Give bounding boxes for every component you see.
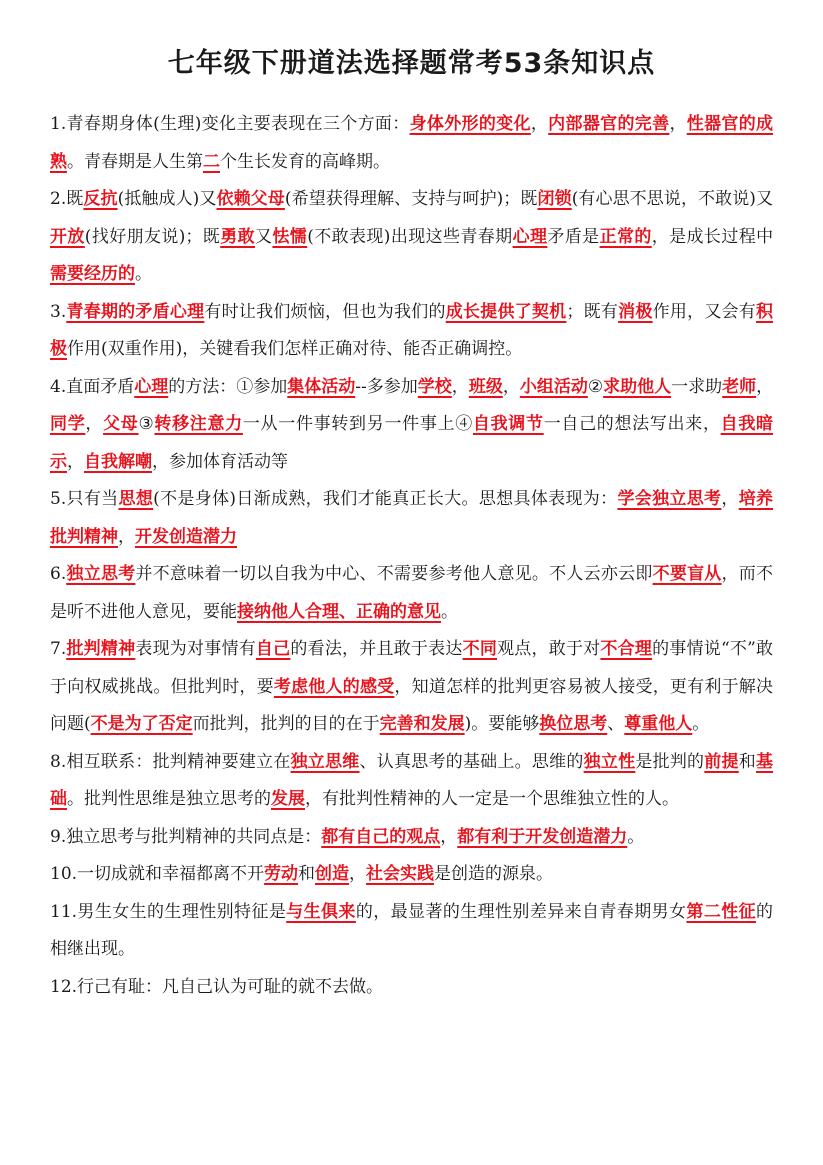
highlighted-keyword: 集体活动	[287, 376, 356, 397]
body-text: ，	[451, 376, 469, 397]
highlighted-keyword: 性器官的成熟	[50, 114, 774, 172]
highlighted-keyword: 发展	[271, 789, 305, 809]
body-text: --多参加	[355, 376, 418, 397]
highlighted-keyword: 积极	[50, 301, 774, 359]
body-text: ，	[502, 376, 520, 397]
highlighted-keyword: 反抗	[83, 189, 118, 209]
body-text: 。	[135, 264, 152, 284]
body-text: ，	[118, 526, 135, 547]
body-text: 8.相互联系：批判精神要建立在	[50, 751, 291, 772]
highlighted-keyword: 成长提供了契机	[445, 301, 567, 322]
highlighted-keyword: 依赖父母	[216, 189, 285, 209]
body-text: ，有批判性精神的人一定是一个思维独立性的人。	[305, 789, 679, 809]
highlighted-keyword: 都有利于开发创造潜力	[457, 826, 628, 847]
body-text: ，是成长过程中	[651, 226, 774, 247]
body-text: ，	[721, 489, 739, 509]
highlighted-keyword: 心理	[134, 376, 169, 397]
highlighted-keyword: 思想	[118, 489, 154, 509]
body-text: ；既有	[566, 301, 619, 322]
knowledge-point-5	[50, 481, 773, 556]
highlighted-keyword: 班级	[468, 376, 503, 397]
knowledge-point-2	[50, 181, 773, 294]
body-text: 1.青春期身体(生理)变化主要表现在三个方面：	[50, 114, 410, 134]
knowledge-point-12	[50, 969, 773, 1007]
knowledge-point-6	[50, 556, 773, 631]
highlighted-keyword: 独立思考	[66, 564, 136, 584]
highlighted-keyword: 接纳他人合理、正确的意见	[237, 601, 441, 622]
body-text: 。	[627, 826, 645, 847]
body-text: ，	[67, 451, 84, 472]
body-text: 6.	[50, 564, 67, 584]
body-text: 4.直面矛盾	[50, 376, 135, 397]
highlighted-keyword: 与生俱来	[286, 901, 356, 922]
highlighted-keyword: 开发创造潜力	[135, 526, 237, 547]
highlighted-keyword: 小组活动	[519, 376, 588, 397]
highlighted-keyword: 考虑他人的感受	[273, 676, 395, 697]
body-text: 的方法：①参加	[168, 376, 288, 397]
body-text: (不是身体)日渐成熟，我们才能真正长大。思想具体表现为：	[153, 489, 618, 509]
body-text: 、认真思考的基础上。思维的	[359, 751, 584, 772]
highlighted-keyword: 培养批判精神	[50, 489, 774, 547]
highlighted-keyword: 青春期的矛盾心理	[66, 301, 205, 322]
body-text: ③	[138, 414, 155, 434]
body-text: 而批判，批判的目的在于	[192, 714, 380, 734]
body-text: 10.一切成就和幸福都离不开	[50, 864, 265, 884]
highlighted-keyword: 内部器官的完善	[548, 114, 670, 134]
body-text: 的相继出现。	[50, 901, 774, 959]
body-text: 的看法，并且敢于表达	[290, 639, 463, 659]
highlighted-keyword: 创造	[315, 864, 350, 884]
highlighted-keyword: 父母	[103, 414, 139, 434]
highlighted-keyword: 不要盲从	[652, 564, 722, 584]
body-text: 矛盾是	[547, 226, 600, 247]
knowledge-point-7	[50, 631, 773, 744]
body-text: 是批判的	[635, 751, 705, 772]
knowledge-point-9	[50, 819, 773, 857]
highlighted-keyword: 不是为了否定	[90, 714, 193, 734]
knowledge-point-1	[50, 106, 773, 181]
body-text: 作用，又会有	[652, 301, 757, 322]
highlighted-keyword: 心理	[512, 226, 548, 247]
highlighted-keyword: 第二性征	[686, 901, 757, 922]
body-text: ②	[587, 376, 604, 397]
highlighted-keyword: 尊重他人	[624, 714, 693, 734]
body-text: 2.既	[50, 189, 84, 209]
highlighted-keyword: 独立性	[583, 751, 636, 772]
highlighted-keyword: 劳动	[264, 864, 299, 884]
body-text: 有时让我们烦恼，但也为我们的	[204, 301, 446, 322]
body-text: ，	[669, 114, 687, 134]
body-text: 。青春期是人生第	[67, 151, 203, 172]
highlighted-keyword: 自己	[255, 639, 291, 659]
body-text: 观点，敢于对	[497, 639, 601, 659]
highlighted-keyword: 二	[203, 151, 220, 172]
body-text: 12.行己有耻：凡自己认为可耻的就不去做。	[50, 976, 384, 997]
body-text: 的事情说“不”敢于向权威挑战。但批判时，要	[50, 639, 774, 697]
highlighted-keyword: 学校	[417, 376, 452, 397]
body-text: 和	[738, 751, 757, 772]
highlighted-keyword: 自我调节	[472, 414, 544, 434]
body-text: ，	[756, 376, 774, 397]
knowledge-point-8	[50, 744, 773, 819]
body-text: (有心思不思说，不敢说)又	[571, 189, 774, 209]
body-text: 和	[298, 864, 316, 884]
highlighted-keyword: 换位思考	[539, 714, 608, 734]
body-text: ，	[349, 864, 367, 884]
body-text: 11.男生女生的生理性别特征是	[50, 901, 287, 922]
body-text: (不敢表现)出现这些青春期	[307, 226, 513, 247]
highlighted-keyword: 身体外形的变化	[409, 114, 531, 134]
body-text: ，参加体育活动等	[152, 451, 288, 472]
body-text: 。批判性思维是独立思考的	[67, 789, 271, 809]
body-text: (找好朋友说)；既	[84, 226, 221, 247]
body-text: ，而不是听不进他人意见，要能	[50, 564, 774, 622]
body-text: 5.只有当	[50, 489, 119, 509]
highlighted-keyword: 自我暗示	[50, 414, 774, 472]
body-text: ，	[440, 826, 458, 847]
highlighted-keyword: 都有自己的观点	[321, 826, 441, 847]
knowledge-point-10	[50, 856, 773, 894]
body-text: 的，最显著的生理性别差异来自青春期男女	[355, 901, 687, 922]
highlighted-keyword: 怯懦	[272, 226, 308, 247]
highlighted-keyword: 正常的	[599, 226, 652, 247]
body-text: 作用(双重作用)，关键看我们怎样正确对待、能否正确调控。	[67, 339, 523, 359]
body-text: 表现为对事情有	[135, 639, 256, 659]
body-text: 又	[255, 226, 273, 247]
highlighted-keyword: 前提	[704, 751, 739, 772]
highlighted-keyword: 完善和发展	[379, 714, 465, 734]
body-text: ，知道怎样的批判更容易被人接受，更有利于解决问题(	[50, 676, 774, 734]
body-text: ，	[530, 114, 549, 134]
highlighted-keyword: 开放	[50, 226, 85, 247]
body-text: )。要能够	[464, 714, 540, 734]
highlighted-keyword: 自我解嘲	[84, 451, 152, 472]
document-title: 七年级下册道法选择题常考53条知识点	[167, 48, 656, 79]
body-text: 。	[441, 601, 458, 622]
body-text: 7.	[50, 639, 67, 659]
body-text: ，	[85, 414, 104, 434]
highlighted-keyword: 勇敢	[220, 226, 255, 247]
highlighted-keyword: 独立思维	[290, 751, 360, 772]
highlighted-keyword: 求助他人	[603, 376, 672, 397]
body-text: 3.	[50, 301, 67, 322]
body-text: 9.独立思考与批判精神的共同点是：	[50, 826, 322, 847]
highlighted-keyword: 不同	[462, 639, 498, 659]
highlighted-keyword: 基础	[50, 751, 774, 809]
body-text: 一求助	[671, 376, 723, 397]
body-text: 。	[692, 714, 710, 734]
body-text: 、	[607, 714, 625, 734]
highlighted-keyword: 闭锁	[537, 189, 572, 209]
highlighted-keyword: 不合理	[600, 639, 653, 659]
highlighted-keyword: 老师	[722, 376, 757, 397]
knowledge-point-list	[50, 106, 773, 1006]
body-text: 是创造的源泉。	[434, 864, 554, 884]
highlighted-keyword: 同学	[50, 414, 86, 434]
body-text: (抵触成人)又	[117, 189, 217, 209]
highlighted-keyword: 批判精神	[66, 639, 136, 659]
body-text: 一自己的想法写出来，	[543, 414, 721, 434]
knowledge-point-4	[50, 369, 773, 482]
knowledge-point-11	[50, 894, 773, 969]
body-text: (希望获得理解、支持与呵护)；既	[284, 189, 538, 209]
highlighted-keyword: 转移注意力	[154, 414, 243, 434]
highlighted-keyword: 消极	[618, 301, 653, 322]
highlighted-keyword: 社会实践	[366, 864, 435, 884]
highlighted-keyword: 需要经历的	[50, 264, 135, 284]
knowledge-point-3	[50, 294, 773, 369]
body-text: 并不意味着一切以自我为中心、不需要参考他人意见。不人云亦云即	[135, 564, 653, 584]
body-text: 一从一件事转到另一件事上④	[242, 414, 473, 434]
body-text: 个生长发育的高峰期。	[220, 151, 390, 172]
highlighted-keyword: 学会独立思考	[617, 489, 722, 509]
